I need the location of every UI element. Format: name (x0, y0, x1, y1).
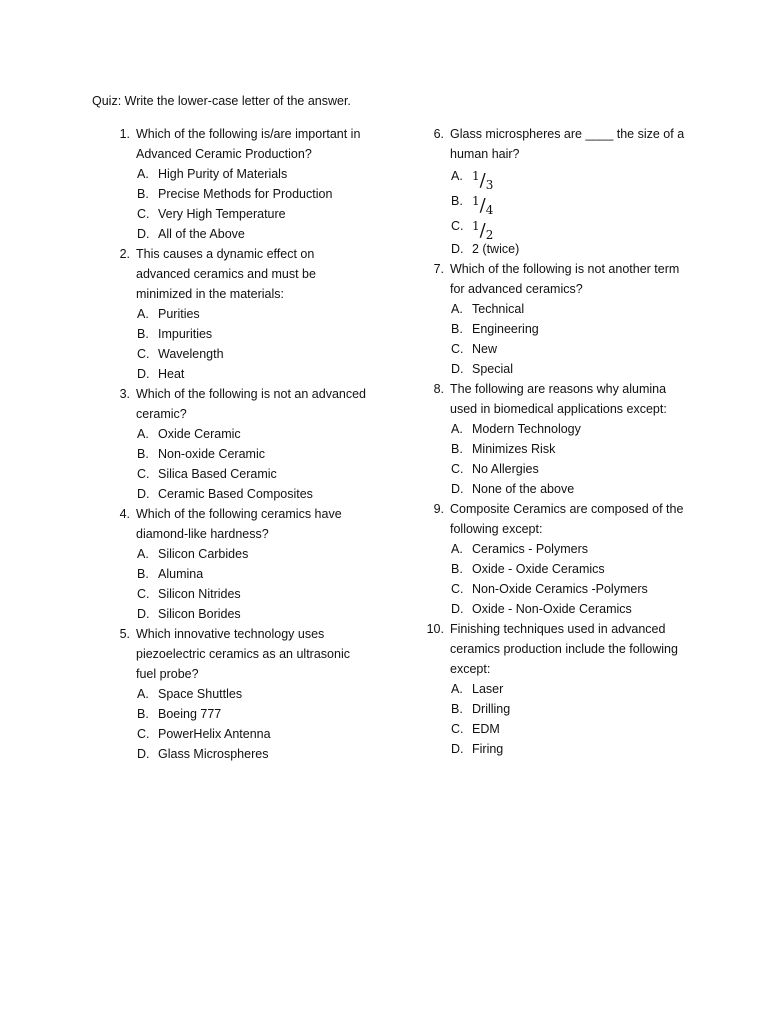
option-fraction: $^1/_2$ (472, 219, 494, 242)
option-d (424, 599, 686, 619)
option-list (110, 304, 370, 384)
option-a (424, 164, 686, 192)
option-letter: A. (451, 302, 463, 316)
option-b (424, 699, 686, 719)
option-text: Oxide Ceramic (158, 427, 241, 441)
option-list (110, 684, 370, 764)
question-number: 9. (433, 502, 444, 516)
option-a (110, 424, 370, 444)
option-b (424, 559, 686, 579)
option-list (110, 424, 370, 504)
fraction-denominator: 2 (485, 228, 494, 242)
question-text: Which of the following ceramics have diamond-like hardness? (136, 507, 342, 541)
fraction-denominator: 4 (485, 203, 494, 217)
option-d (424, 479, 686, 499)
option-c (110, 344, 370, 364)
option-letter: A. (451, 542, 463, 556)
option-text: 2 (twice) (472, 242, 520, 256)
option-list (424, 299, 686, 379)
question-text: Which of the following is not an advanced ceramic? (136, 387, 366, 421)
question-text: Which of the following is/are important in Advanced Ceramic Production? (136, 127, 361, 161)
option-text: Alumina (158, 567, 204, 581)
option-text: New (472, 342, 498, 356)
option-b (424, 319, 686, 339)
option-text: Glass Microspheres (158, 747, 269, 761)
option-list (110, 544, 370, 624)
option-text: Oxide - Non-Oxide Ceramics (472, 602, 632, 616)
question-number: 7. (433, 262, 444, 276)
fraction-numerator: 1 (472, 169, 480, 183)
option-c (110, 204, 370, 224)
option-d (424, 239, 686, 259)
option-letter: A. (137, 167, 149, 181)
option-text: Purities (158, 307, 200, 321)
option-letter: A. (137, 307, 149, 321)
question-number: 1. (119, 127, 130, 141)
option-letter: D. (451, 242, 464, 256)
option-text: Special (472, 362, 513, 376)
question-text: Composite Ceramics are composed of the following except: (450, 502, 684, 536)
option-list (110, 164, 370, 244)
option-list (424, 419, 686, 499)
question-4 (110, 504, 370, 624)
option-letter: C. (137, 727, 150, 741)
question-8 (424, 379, 686, 499)
option-letter: B. (451, 702, 463, 716)
option-text: Impurities (158, 327, 213, 341)
question-text: Which innovative technology uses piezoelectric ceramics as an ultrasonic fuel probe? (136, 627, 350, 681)
option-text: All of the Above (158, 227, 245, 241)
question-7 (424, 259, 686, 379)
option-text: Very High Temperature (158, 207, 286, 221)
option-c (424, 339, 686, 359)
option-text: Modern Technology (472, 422, 581, 436)
option-letter: C. (451, 219, 464, 233)
option-list (424, 539, 686, 619)
option-letter: B. (451, 442, 463, 456)
option-fraction: $^1/_4$ (472, 194, 494, 217)
option-text: Silicon Nitrides (158, 587, 241, 601)
option-text: Boeing 777 (158, 707, 222, 721)
option-letter: C. (137, 587, 150, 601)
option-letter: D. (137, 607, 150, 621)
question-text: Glass microspheres are ____ the size of a human hair? (450, 127, 685, 161)
option-text: Laser (472, 682, 504, 696)
option-d (110, 224, 370, 244)
option-a (110, 684, 370, 704)
option-a (110, 544, 370, 564)
question-column-right (424, 124, 686, 759)
option-text: Silica Based Ceramic (158, 467, 277, 481)
question-number: 8. (433, 382, 444, 396)
option-letter: D. (137, 227, 150, 241)
option-text: Ceramics - Polymers (472, 542, 588, 556)
question-number: 5. (119, 627, 130, 641)
option-letter: B. (451, 194, 463, 208)
option-letter: A. (451, 682, 463, 696)
option-d (424, 739, 686, 759)
option-b (424, 189, 686, 217)
option-b (110, 324, 370, 344)
option-text: EDM (472, 722, 500, 736)
option-d (424, 359, 686, 379)
option-text: High Purity of Materials (158, 167, 288, 181)
question-1 (110, 124, 370, 244)
option-d (110, 604, 370, 624)
option-letter: B. (137, 567, 149, 581)
option-letter: A. (137, 547, 149, 561)
option-d (110, 484, 370, 504)
option-text: Non-oxide Ceramic (158, 447, 265, 461)
option-text: None of the above (472, 482, 575, 496)
option-letter: D. (137, 367, 150, 381)
option-a (424, 419, 686, 439)
option-text: Firing (472, 742, 504, 756)
option-text: No Allergies (472, 462, 539, 476)
option-text: Minimizes Risk (472, 442, 556, 456)
option-text: Space Shuttles (158, 687, 243, 701)
option-text: Ceramic Based Composites (158, 487, 313, 501)
option-text: PowerHelix Antenna (158, 727, 271, 741)
option-text: Engineering (472, 322, 539, 336)
question-text: The following are reasons why alumina used in biomedical applications except: (450, 382, 667, 416)
option-letter: C. (137, 347, 150, 361)
option-b (110, 444, 370, 464)
option-text: Technical (472, 302, 525, 316)
option-letter: D. (137, 487, 150, 501)
option-b (110, 704, 370, 724)
option-letter: D. (451, 482, 464, 496)
option-letter: A. (137, 427, 149, 441)
option-text: Silicon Borides (158, 607, 241, 621)
option-c (424, 719, 686, 739)
option-letter: A. (451, 169, 463, 183)
option-c (424, 579, 686, 599)
question-number: 2. (119, 247, 130, 261)
question-number: 3. (119, 387, 130, 401)
option-b (424, 439, 686, 459)
option-letter: A. (451, 422, 463, 436)
option-text: Heat (158, 367, 185, 381)
option-d (110, 744, 370, 764)
option-list (424, 679, 686, 759)
option-letter: A. (137, 687, 149, 701)
option-a (110, 164, 370, 184)
option-c (424, 459, 686, 479)
question-number: 6. (433, 127, 444, 141)
option-c (110, 724, 370, 744)
option-fraction: $^1/_3$ (472, 169, 494, 192)
option-list (424, 164, 686, 259)
option-text: Non-Oxide Ceramics -Polymers (472, 582, 648, 596)
option-letter: D. (137, 747, 150, 761)
option-letter: C. (451, 462, 464, 476)
option-letter: B. (137, 447, 149, 461)
question-column-left (110, 124, 370, 764)
option-letter: D. (451, 742, 464, 756)
option-c (424, 214, 686, 242)
option-letter: B. (137, 187, 149, 201)
option-letter: D. (451, 362, 464, 376)
option-text: Precise Methods for Production (158, 187, 333, 201)
option-letter: C. (137, 207, 150, 221)
option-a (110, 304, 370, 324)
option-text: Wavelength (158, 347, 224, 361)
option-letter: B. (137, 327, 149, 341)
option-a (424, 299, 686, 319)
question-6 (424, 124, 686, 259)
question-9 (424, 499, 686, 619)
option-letter: C. (451, 342, 464, 356)
option-c (110, 584, 370, 604)
question-2 (110, 244, 370, 384)
option-text: Oxide - Oxide Ceramics (472, 562, 605, 576)
fraction-denominator: 3 (485, 178, 494, 192)
option-a (424, 679, 686, 699)
option-letter: C. (137, 467, 150, 481)
option-c (110, 464, 370, 484)
fraction-numerator: 1 (472, 194, 480, 208)
question-text: Finishing techniques used in advanced ceramics production include the following except: (450, 622, 678, 676)
question-3 (110, 384, 370, 504)
option-letter: D. (451, 602, 464, 616)
question-number: 4. (119, 507, 130, 521)
question-number: 10. (426, 622, 444, 636)
fraction-numerator: 1 (472, 219, 480, 233)
question-5 (110, 624, 370, 764)
option-text: Drilling (472, 702, 511, 716)
option-letter: C. (451, 582, 464, 596)
option-letter: B. (137, 707, 149, 721)
question-text: Which of the following is not another term for advanced ceramics? (450, 262, 680, 296)
option-d (110, 364, 370, 384)
question-text: This causes a dynamic effect on advanced ceramics and must be minimized in the materials: (136, 247, 316, 301)
option-text: Silicon Carbides (158, 547, 249, 561)
option-letter: B. (451, 562, 463, 576)
quiz-title: Quiz: Write the lower-case letter of the answer. (92, 94, 351, 108)
option-b (110, 184, 370, 204)
option-letter: C. (451, 722, 464, 736)
option-b (110, 564, 370, 584)
question-10 (424, 619, 686, 759)
option-letter: B. (451, 322, 463, 336)
option-a (424, 539, 686, 559)
